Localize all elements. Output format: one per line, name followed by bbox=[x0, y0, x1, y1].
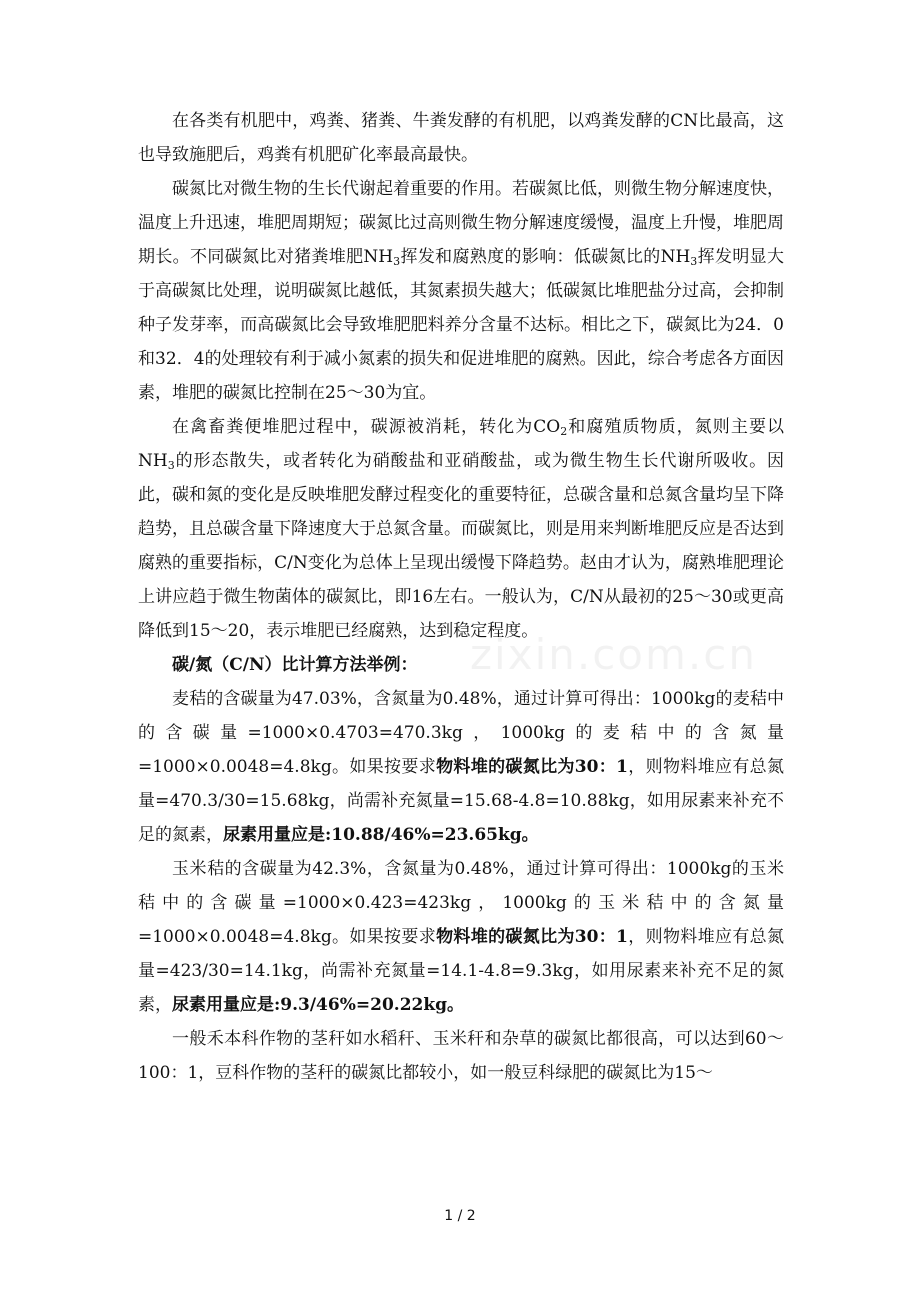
paragraph-1: 在各类有机肥中，鸡粪、猪粪、牛粪发酵的有机肥，以鸡粪发酵的CN比最高，这也导致施肥后，鸡粪有机肥矿化率最高最快。 bbox=[138, 111, 784, 165]
subscript: 3 bbox=[393, 255, 401, 268]
p5-bold-urea: 尿素用量应是:9.3/46%=20.22kg。 bbox=[172, 995, 465, 1015]
p5-text-c: ，则物料堆应有总氮量=423/30=14.1kg，尚需补充氮量=14.1-4.8=9.3kg，如用尿素来补充不足的氮素， bbox=[138, 927, 784, 1015]
paragraph-2 bbox=[138, 172, 784, 410]
watermark-text: zixin.com.cn bbox=[470, 630, 757, 679]
p4-bold-ratio: 物料堆的碳氮比为30：1 bbox=[436, 757, 628, 777]
subscript: 3 bbox=[690, 255, 698, 268]
paragraph-corn-example bbox=[138, 852, 784, 1022]
p3-text-b: 和腐殖质物质，氮则主要以NH bbox=[138, 417, 785, 471]
p5-bold-ratio: 物料堆的碳氮比为30：1 bbox=[436, 927, 628, 947]
p3-text-a: 在禽畜粪便堆肥过程中，碳源被消耗，转化为CO bbox=[172, 417, 561, 437]
p4-text-c: ，则物料堆应有总氮量=470.3/30=15.68kg，尚需补充氮量=15.68-4.8=10.88kg，如用尿素来补充不足的氮素， bbox=[138, 757, 784, 845]
section-heading: 碳/氮（C/N）比计算方法举例： bbox=[172, 655, 418, 675]
page-number: 1 / 2 bbox=[444, 1208, 476, 1224]
paragraph-3 bbox=[138, 410, 784, 648]
paragraph-6: 一般禾本科作物的茎秆如水稻秆、玉米秆和杂草的碳氮比都很高，可以达到60～100：1，豆科作物的茎秆的碳氮比都较小，如一般豆科绿肥的碳氮比为15～ bbox=[138, 1029, 784, 1083]
subscript: 3 bbox=[167, 459, 175, 472]
p3-text-c: 的形态散失，或者转化为硝酸盐和亚硝酸盐，或为微生物生长代谢所吸收。因此，碳和氮的变化是反映堆肥发酵过程变化的重要特征，总碳含量和总氮含量均呈下降趋势，且总碳含量下降速度大于总氮含量。而碳氮比，则是用来判断堆肥反应是否达到腐熟的重要指标，C/N变化为总体上呈现出缓慢下降趋势。赵由才认为，腐熟堆肥理论上讲应趋于微生物菌体的碳氮比，即16左右。一般认为，C/N从最初的25～30或更高降低到15～20，表示堆肥已经腐熟，达到稳定程度。 bbox=[138, 451, 784, 641]
paragraph-wheat-example bbox=[138, 682, 784, 852]
subscript: 2 bbox=[560, 425, 568, 438]
p2-text-b: 挥发和腐熟度的影响：低碳氮比的NH bbox=[400, 247, 691, 267]
p5-text-a: 玉米秸的含碳量为42.3%，含氮量为0.48%，通过计算可得出：1000kg的玉米秸中的含碳量=1000×0.423=423kg，1000kg的玉米秸中的含氮量=1000×0.0048=4.8kg。如果按要求 bbox=[138, 859, 784, 947]
p2-text-c: 挥发明显大于高碳氮比处理，说明碳氮比越低，其氮素损失越大；低碳氮比堆肥盐分过高，会抑制种子发芽率，而高碳氮比会导致堆肥肥料养分含量不达标。相比之下，碳氮比为24．0和32．4的处理较有利于减小氮素的损失和促进堆肥的腐熟。因此，综合考虑各方面因素，堆肥的碳氮比控制在25～30为宜。 bbox=[138, 247, 785, 403]
document-body bbox=[138, 104, 784, 1090]
p4-bold-urea: 尿素用量应是:10.88/46%=23.65kg。 bbox=[223, 825, 539, 845]
p2-text-a: 碳氮比对微生物的生长代谢起着重要的作用。若碳氮比低，则微生物分解速度快，温度上升迅速，堆肥周期短；碳氮比过高则微生物分解速度缓慢，温度上升慢，堆肥周期长。不同碳氮比对猪粪堆肥NH bbox=[138, 179, 784, 267]
p4-text-a: 麦秸的含碳量为47.03%，含氮量为0.48%，通过计算可得出：1000kg的麦秸中的含碳量=1000×0.4703=470.3kg，1000kg的麦秸中的含氮量=1000×0.0048=4.8kg。如果按要求 bbox=[138, 689, 784, 777]
